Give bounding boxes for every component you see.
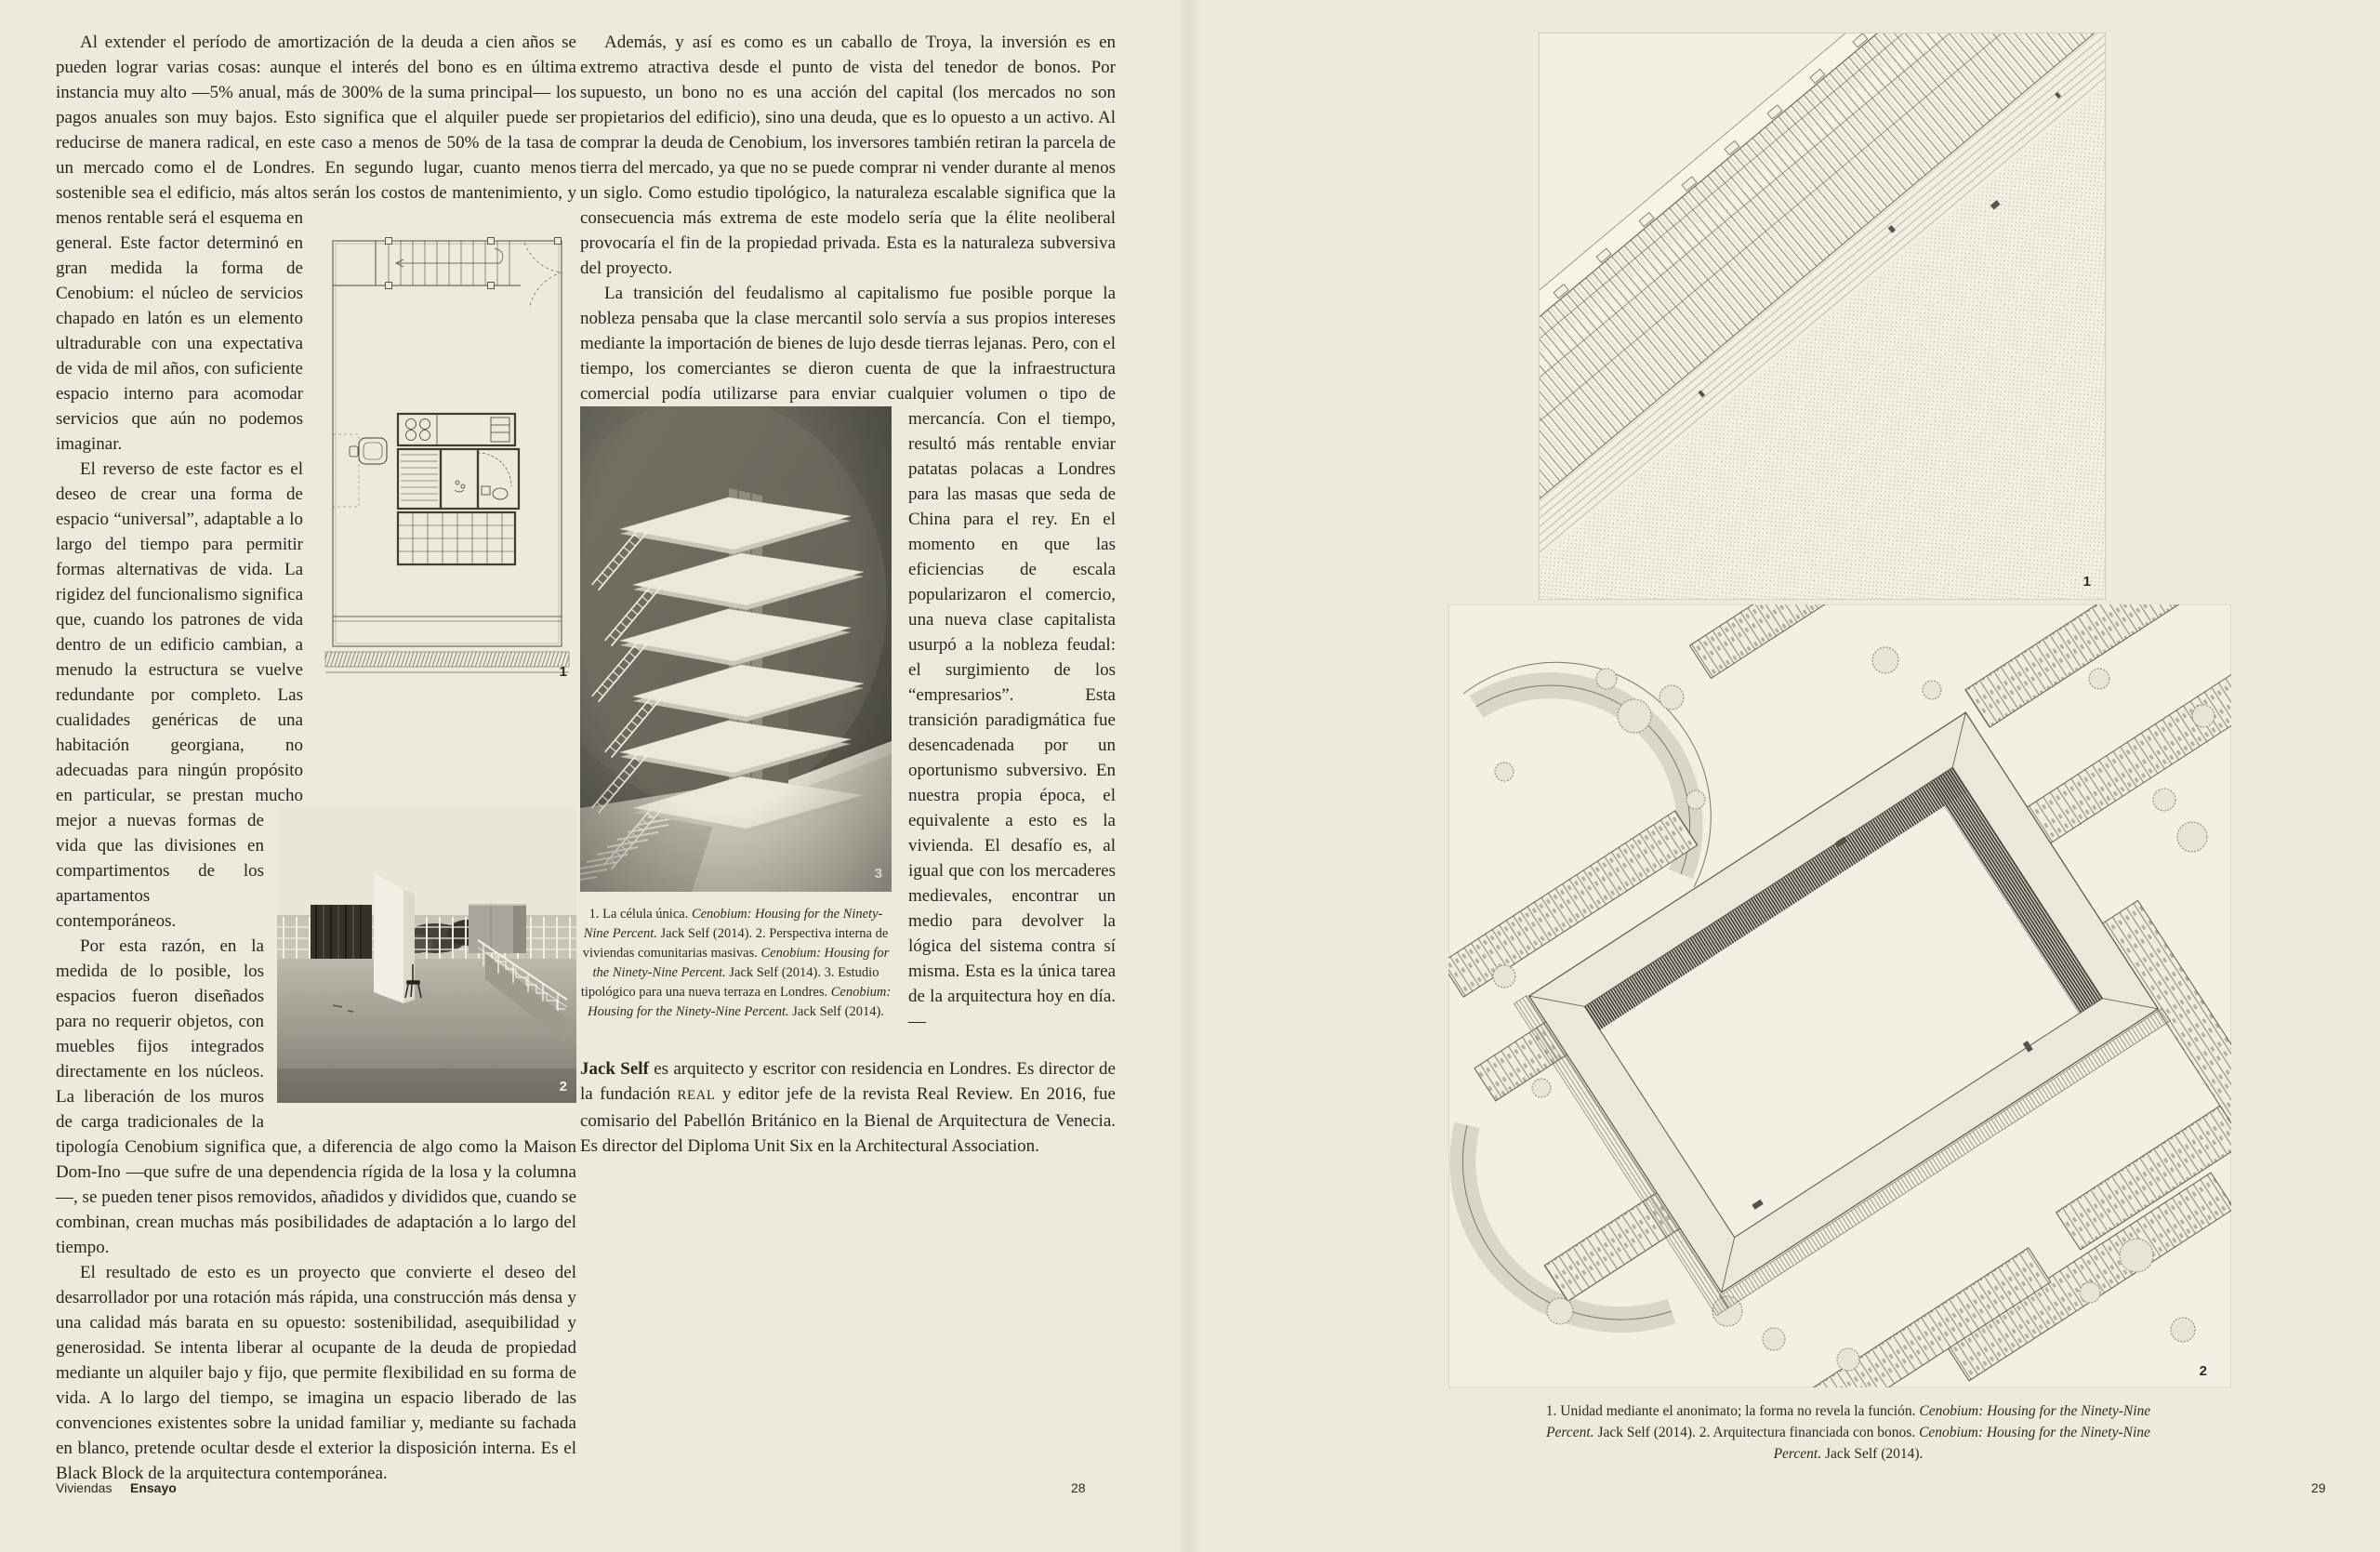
figure-block-axonometric [1448, 604, 2231, 1387]
paragraph: Además, y así es como es un caballo de Troya, la inversión es en extremo atractiva desde el punto de vista del tenedor de bonos. Por supuesto, un bono no es una acción del capital (los mercados no son propietarios del edificio), sino una deuda, que es lo opuesto a un activo. Al comprar la deuda de Cenobium, los inversores también retiran la parcela de tierra del mercado, ya que no se puede comprar ni vender durante al menos un siglo. Como estudio tipológico, la naturaleza escalable significa que la consecuencia más extrema de este modelo sería que la élite neoliberal provocaría el fin de la propiedad privada. Esta es la naturaleza subversiva del proyecto. [580, 33, 1116, 278]
figure-captions: 1. La célula única. Cenobium: Housing for the Ninety-Nine Percent. Jack Self (2014). 2. Perspectiva interna de viviendas comunitarias masivas. Cenobium: Housing for the Ninety-Nine Percent. Jack Self (2014). 3. Estudio tipológico para una nueva terraza en Londres. Cenobium: Housing for the Ninety-Nine Percent. Jack Self (2014). [580, 907, 892, 1019]
figure-interior-photo [277, 808, 576, 1103]
floor-plan-drawing [318, 219, 576, 688]
footer-subsection-label: Ensayo [130, 1480, 177, 1495]
figure-floor-plan [318, 219, 576, 688]
figure-model-photo [580, 406, 892, 1022]
footer-section-label: Viviendas [56, 1480, 112, 1495]
figure-1-right-label: 1 [2082, 574, 2091, 590]
body-text: El reverso de este factor es el deseo de crear una forma de espacio “universal”, adaptable a lo largo del tiempo para permitir formas alternativas de vida. La rigidez del funcionalismo significa que, cuando los patrones de vida dentro de un edificio cambian, a menudo la estructura se vuelve redundante por completo. Las cualidades genéricas de una habitación georgiana, no adecuadas para ningún propósito en particular, se prestan mucho [56, 459, 303, 805]
right-page-captions: 1. Unidad mediante el anonimato; la forma no revela la función. Cenobium: Housing for the Ninety-Nine Percent. Jack Self (2014). 2. Arquitectura financiada con bonos. Cenobium: Housing for the Ninety-Nine Percent. Jack Self (2014). [1545, 1403, 2151, 1462]
figure-1-label: 1 [559, 664, 567, 680]
figure-3-label: 3 [874, 866, 882, 882]
figure-2-right-label: 2 [2199, 1363, 2207, 1379]
block-axonometric-drawing [1448, 604, 2231, 1387]
body-text: mantenimiento, y menos rentable será el esquema en general. Este factor determinó en gran medida la forma de Cenobium: el núcleo de servicios chapado en latón es un elemento ultradurable con una expectativa de vida de mil años, con suficiente espacio interno para acomodar servicios que aún no podemos imaginar. [56, 183, 576, 454]
body-column-2 [580, 30, 1116, 1159]
page-number-left: 28 [1071, 1480, 1086, 1495]
body-text: La transición del feudalismo al capitalismo fue posible porque la nobleza pensaba que la clase mercantil solo servía a sus propios intereses mediante la importación de bienes de lujo desde tierras lejanas. Pero, con el tiempo, los comerciantes se dieron cuenta de que la infraestructura comercial podía utilizarse para enviar [580, 284, 1116, 404]
street-axonometric-drawing [1539, 33, 2106, 600]
figure-street-axonometric [1539, 33, 2106, 600]
body-text: mejor a nuevas formas de vida que las divisiones en compartimentos de los apartamentos contemporáneos. [56, 811, 264, 931]
model-photo-image [580, 406, 892, 892]
paragraph: Por esta razón, en la medida de lo posible, los espacios fueron diseñados para no requerir objetos, con muebles fijos integrados directamente en los núcleos. La liberación de los muros de carga tradicionales de la tipología Cenobium significa que, a diferencia de algo como la Maison Dom-Ino —que sufre de una dependencia rígida de la losa y la columna—, se pueden tener pisos removidos, añadidos y divididos que, cuando se combinan, crean muchas más posibilidades de adaptación a lo largo del tiempo. [56, 936, 576, 1257]
body-text: cualquier volumen o tipo de mercancía. Con el tiempo, resultó más rentable enviar patatas polacas a Londres para las masas que seda de China para el rey. En el momento en que las eficiencias de escala popularizaron el comercio, una nueva clase capitalista usurpó a la nobleza feudal: el surgimiento de los “empresarios”. Esta transición paradigmática fue desencadenada por un oportunismo subversivo. En nuestra propia época, el equivalente a esto es la vivienda. El desafío es, al igual que con los mercaderes medievales, encontrar un medio para devolver la lógica del sistema contra sí misma. Esta es la única tarea de la arquitectura hoy en día.— [887, 384, 1117, 1031]
body-text: Al extender el período de amortización de la deuda a cien años se pueden lograr varias cosas: aunque el interés del bono es en última instancia muy alto —5% anual, más de 300% de la suma principal— los pagos anuales son muy bajos. Esto significa que el alquiler puede ser reducirse de manera radical, en este caso a menos de 50% de la tasa de un mercado como el de Londres. En segundo lugar, cuanto menos sostenible sea el edificio, más altos serán los costos de [56, 33, 576, 203]
paragraph: El resultado de esto es un proyecto que convierte el deseo del desarrollador por una rotación más rápida, una construcción más densa y una calidad más barata en su opuesto: sostenibilidad, asequibilidad y generosidad. Se intenta liberar al ocupante de la deuda de propiedad mediante un alquiler bajo y fijo, que permite flexibilidad en su forma de vida. A lo largo del tiempo, se imagina un espacio liberado de las convenciones existentes sobre la unidad familiar y, mediante su fachada en blanco, pretende ocultar desde el exterior la disposición interna. Es el Black Block de la arquitectura contemporánea. [56, 1263, 576, 1483]
interior-photo-image [277, 808, 576, 1103]
author-bio: Jack Self es arquitecto y escritor con residencia en Londres. Es director de la fundación REAL y editor jefe de la revista Real Review. En 2016, fue comisario del Pabellón Británico en la Bienal de Arquitectura de Venecia. Es director del Diploma Unit Six en la Architectural Association. [580, 1059, 1116, 1156]
page-number-right: 29 [2311, 1480, 2326, 1495]
paragraph [580, 281, 1116, 1034]
figure-2-label: 2 [559, 1079, 567, 1094]
body-column-1 [56, 30, 576, 1486]
